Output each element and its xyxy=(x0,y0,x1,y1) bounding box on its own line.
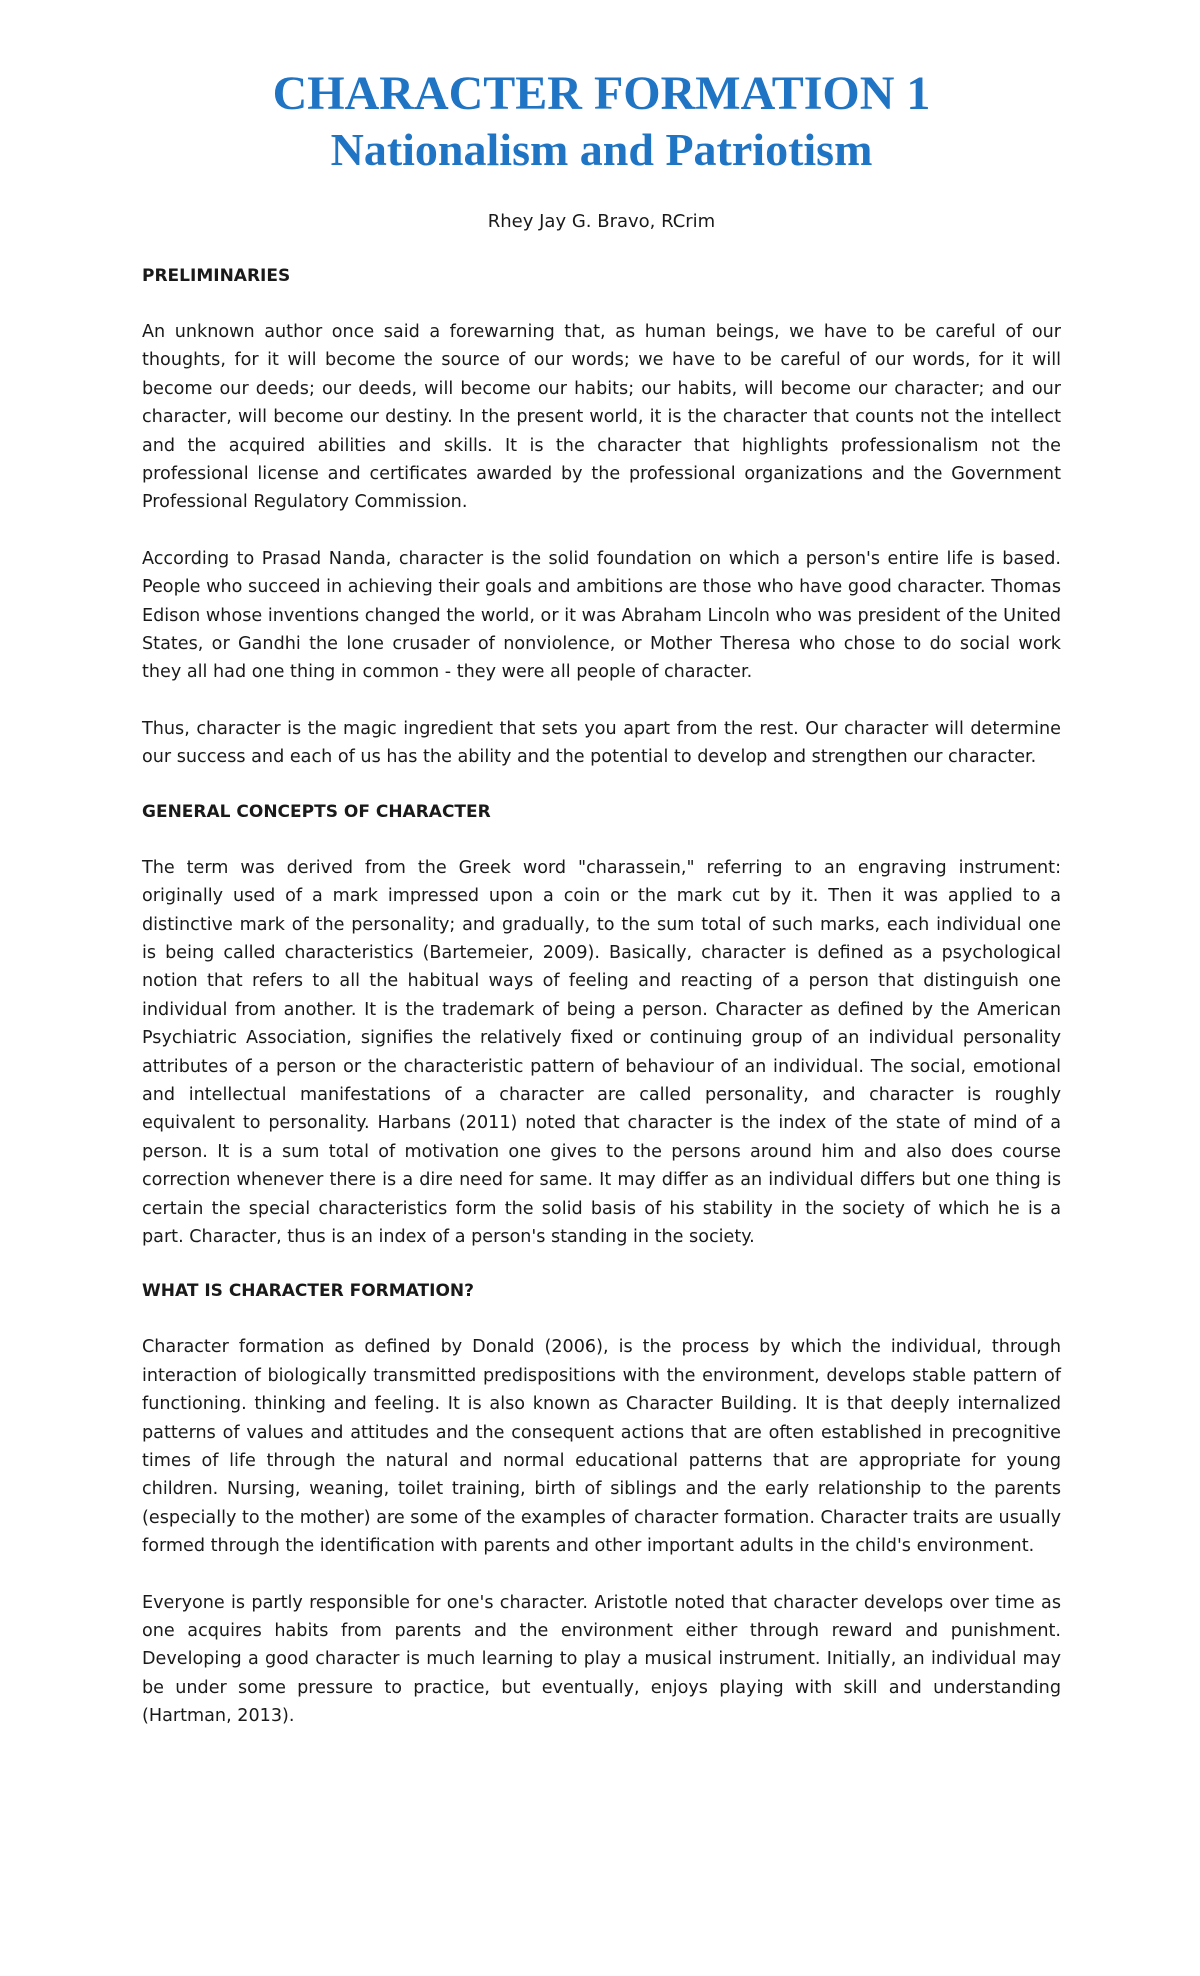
paragraph: Character formation as defined by Donald (2006), is the process by which the individual, through interaction of biologically transmitted predispositions with the environment, develops stable pattern of functioning. thinking and feeling. It is also known as Character Building. It is that deeply internalized patterns of values and attitudes and the consequent actions that are often established in precognitive times of life through the natural and normal educational patterns that are appropriate for young children. Nursing, weaning, toilet training, birth of siblings and the early relationship to the parents (especially to the mother) are some of the examples of character formation. Character traits are usually formed through the identification with parents and other important adults in the child's environment. xyxy=(142,1337,1061,1557)
paragraph: Everyone is partly responsible for one's character. Aristotle noted that character develops over time as one acquires habits from parents and the environment either through reward and punishment. Developing a good character is much learning to play a musical instrument. Initially, an individual may be under some pressure to practice, but eventually, enjoys playing with skill and understanding (Hartman, 2013). xyxy=(142,1592,1061,1727)
paragraph: An unknown author once said a forewarning that, as human beings, we have to be careful of our thoughts, for it will become the source of our words; we have to be careful of our words, for it will become our deeds; our deeds, will become our habits; our habits, will become our character; and our character, will become our destiny. In the present world, it is the character that counts not the intellect and the acquired abilities and skills. It is the character that highlights professionalism not the professional license and certificates awarded by the professional organizations and the Government Professional Regulatory Commission. xyxy=(142,322,1061,513)
section-heading: WHAT IS CHARACTER FORMATION? xyxy=(142,1281,474,1302)
document-subtitle: Nationalism and Patriotism xyxy=(330,124,873,175)
document-author: Rhey Jay G. Bravo, RCrim xyxy=(487,211,716,232)
section-heading: GENERAL CONCEPTS OF CHARACTER xyxy=(142,801,491,822)
section-preliminaries xyxy=(142,262,1061,772)
document-page xyxy=(142,0,1061,1731)
paragraph: According to Prasad Nanda, character is the solid foundation on which a person's entire life is based. People who succeed in achieving their goals and ambitions are those who have good character. Thomas Edison whose inventions changed the world, or it was Abraham Lincoln who was president of the United States, or Gandhi the lone crusader of nonviolence, or Mother Theresa who chose to do social work they all had one thing in common - they were all people of character. xyxy=(142,548,1061,683)
section-heading: PRELIMINARIES xyxy=(142,266,291,286)
paragraph: Thus, character is the magic ingredient that sets you apart from the rest. Our character will determine our success and each of us has the ability and the potential to develop and strengthen our character. xyxy=(142,718,1061,768)
section-character-formation xyxy=(142,1277,1061,1730)
section-general-concepts xyxy=(142,798,1061,1252)
paragraph: The term was derived from the Greek word "charassein," referring to an engraving instrument: originally used of a mark impressed upon a coin or the mark cut by it. Then it was applied to a distinctive mark of the personality; and gradually, to the sum total of such marks, each individual one is being called characteristics (Bartemeier, 2009). Basically, character is defined as a psychological notion that refers to all the habitual ways of feeling and reacting of a person that distinguish one individual from another. It is the trademark of being a person. Character as defined by the American Psychiatric Association, signifies the relatively fixed or continuing group of an individual personality attributes of a person or the characteristic pattern of behaviour of an individual. The social, emotional and intellectual manifestations of a character are called personality, and character is roughly equivalent to personality. Harbans (2011) noted that character is the index of the state of mind of a person. It is a sum total of motivation one gives to the persons around him and also does course correction whenever there is a dire need for same. It may differ as an individual differs but one thing is certain the special characteristics form the solid basis of his stability in the society of which he is a part. Character, thus is an index of a person's standing in the society. xyxy=(142,857,1061,1247)
document-title: CHARACTER FORMATION 1 xyxy=(272,67,931,120)
